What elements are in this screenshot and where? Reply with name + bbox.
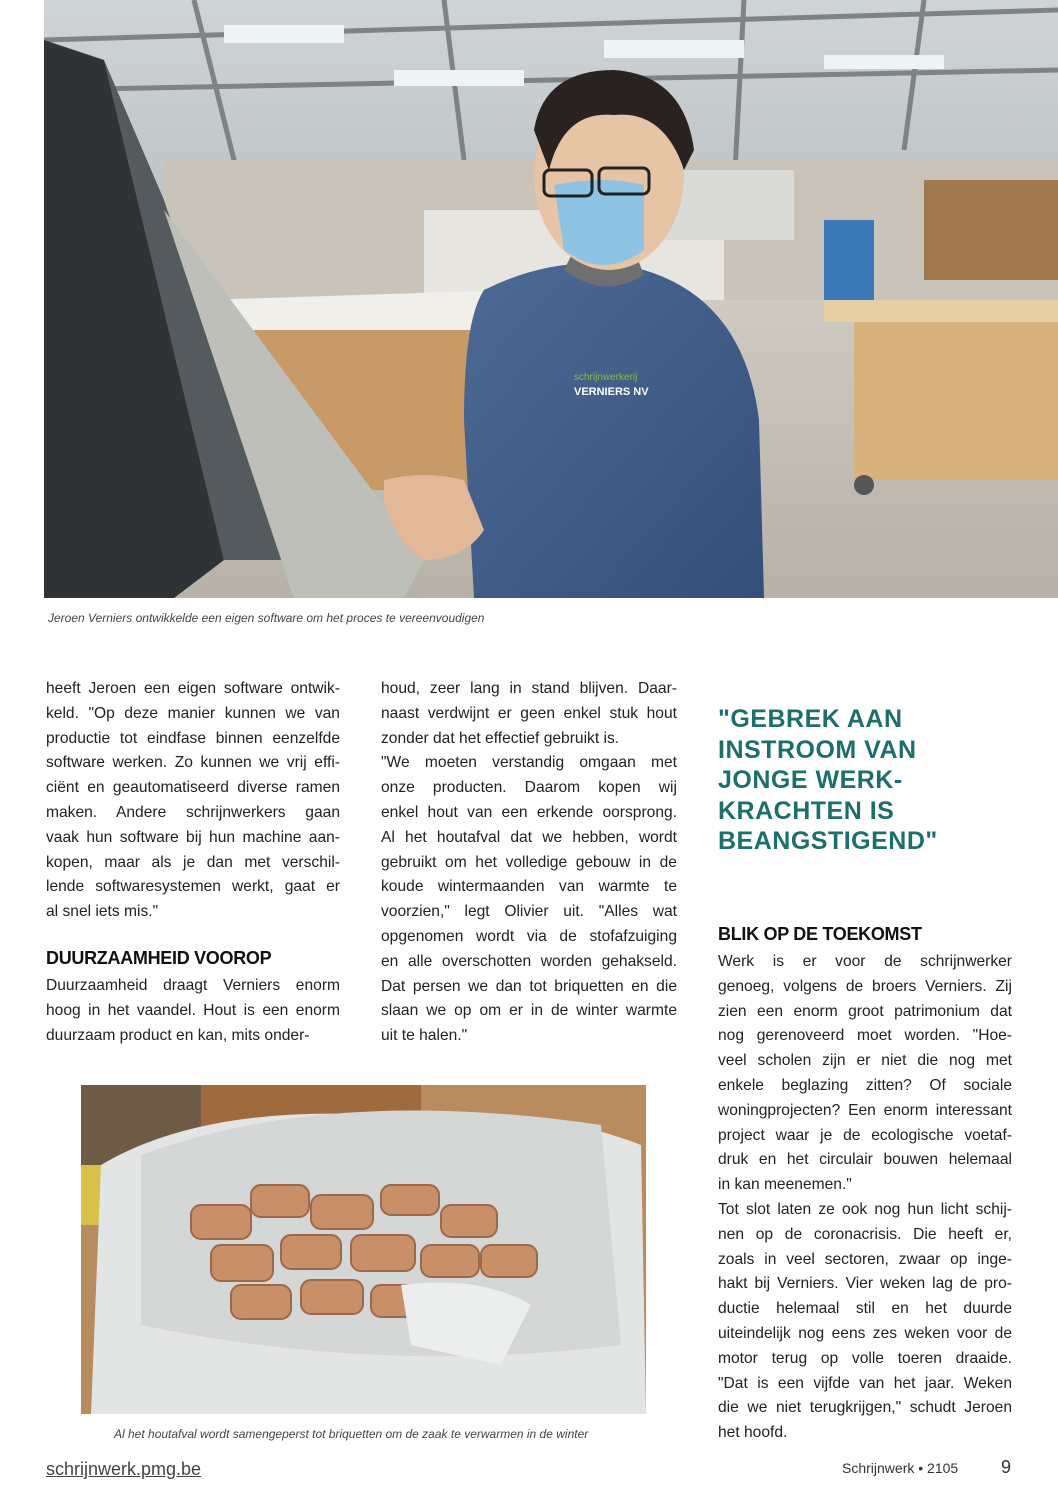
text-line: slaan we op om er in de winter warmte (381, 1002, 677, 1020)
column-2-para-1 (381, 677, 677, 751)
text-line: uit te halen." (381, 1027, 468, 1045)
text-line: software werken. Zo kunnen we vrij effi- (46, 754, 340, 772)
text-line: project waar je de ecologische voetaf- (718, 1126, 1012, 1144)
text-line: koude wintermaanden van warmte te (381, 878, 677, 896)
text-line: "Dat is een vijfde van het jaar. Weken (718, 1374, 1012, 1392)
text-line: nen op de coronacrisis. Die heeft er, (718, 1225, 1012, 1243)
text-line: enkel hout van een erkende oorsprong. (381, 803, 677, 821)
text-line: Duurzaamheid draagt Verniers enorm (46, 977, 340, 994)
text-line: zoals in veel sectoren, zwaar op inge- (718, 1250, 1012, 1268)
briquettes-photo-icon (81, 1085, 646, 1414)
text-line: en alle overschotten worden gehakseld. (381, 952, 677, 970)
briquettes-photo (81, 1085, 646, 1414)
text-line: vaak hun software bij hun machine aan- (46, 828, 340, 846)
text-line: nog gerenoveerd moet worden. "Hoe- (718, 1027, 1012, 1045)
text-line: duurzaam product en kan, mits onder- (46, 1026, 310, 1044)
column-2-para-2 (381, 751, 677, 1049)
text-line: het hoofd. (718, 1424, 788, 1442)
text-line: Tot slot laten ze ook nog hun licht schij- (718, 1200, 1012, 1218)
pull-quote-line: BEANGSTIGEND" (718, 827, 938, 855)
svg-text:schrijnwerkerij: schrijnwerkerij (574, 372, 638, 383)
pull-quote-line: INSTROOM VAN (718, 735, 917, 764)
column-1 (46, 677, 340, 925)
text-line: genoeg, volgens de broers Verniers. Zij (718, 977, 1012, 995)
text-line: woningprojecten? Een enorm interessant (718, 1101, 1012, 1119)
column-2 (381, 677, 677, 1049)
text-line: zonder dat het effectief gebruikt is. (381, 729, 620, 747)
text-line: motor terug op volle toeren draaide. (718, 1349, 1012, 1367)
column-3 (718, 950, 1012, 1446)
text-line: Dat persen we dan tot briquetten en die (381, 977, 677, 995)
text-line: productie tot eindfase binnen eenzelfde (46, 729, 340, 747)
text-line: "We moeten verstandig omgaan met (381, 754, 677, 772)
text-line: enkele beglazing zitten? Of sociale (718, 1076, 1012, 1094)
website-link[interactable]: schrijnwerk.pmg.be (46, 1459, 202, 1479)
text-line: druk en het circulair bouwen helemaal (718, 1151, 1012, 1169)
text-line: Werk is er voor de schrijnwerker (718, 953, 1012, 970)
text-line: houd, zeer lang in stand blijven. Daar- (381, 680, 677, 697)
text-line: zien een enorm groot patrimonium dat (718, 1002, 1012, 1020)
text-line: in kan meenemen." (718, 1176, 852, 1194)
text-line: kopen, maar als je dan met verschil- (46, 853, 340, 871)
text-line: die we niet terugkrijgen," schudt Jeroen (718, 1399, 1012, 1417)
column-3-para-1 (718, 950, 1012, 1198)
svg-text:VERNIERS NV: VERNIERS NV (574, 386, 649, 398)
column-1-para-2 (46, 974, 340, 1048)
text-line: ciënt en geautomatiseerd diverse ramen (46, 779, 340, 797)
text-line: ductie helemaal stil en het duurde (718, 1300, 1012, 1318)
text-line: onze producten. Daarom kopen wij (381, 779, 677, 797)
text-line: gebruikt om het volledige gebouw in de (381, 853, 677, 871)
section-heading-toekomst: BLIK OP DE TOEKOMST (718, 924, 922, 944)
column-1-para-2-block (46, 974, 340, 1048)
text-line: naast verdwijnt er geen enkel stuk hout (381, 704, 677, 722)
text-line: lende softwaresystemen werkt, gaat er (46, 878, 340, 896)
page-number: 9 (1001, 1457, 1012, 1477)
caption-top: Jeroen Verniers ontwikkelde een eigen software om het proces te vereenvoudigen (48, 611, 485, 625)
workshop-photo-icon (44, 0, 1058, 598)
pull-quote-line: KRACHTEN IS (718, 796, 895, 825)
pull-quote (718, 704, 1018, 857)
caption-bottom: Al het houtafval wordt samengeperst tot briquetten om de zaak te verwarmen in de winter (114, 1427, 589, 1441)
text-line: heeft Jeroen een eigen software ontwik- (46, 680, 340, 697)
text-line: uiteindelijk nog eens zes weken voor de (718, 1324, 1012, 1342)
text-line: maken. Andere schrijnwerkers gaan (46, 803, 340, 821)
column-1-para-1 (46, 677, 340, 925)
pull-quote-line: JONGE WERK- (718, 766, 903, 794)
text-line: keld. "Op deze manier kunnen we van (46, 704, 340, 722)
text-line: hoog in het vaandel. Hout is een enorm (46, 1001, 340, 1019)
pull-quote-line: "GEBREK AAN (718, 705, 903, 733)
text-line: Al het houtafval dat we hebben, wordt (381, 828, 677, 846)
text-line: veel scholen zijn er niet die nog met (718, 1052, 1012, 1070)
text-line: al snel iets mis." (46, 903, 159, 921)
text-line: opgenomen wordt via de stofafzuiging (381, 927, 677, 945)
workshop-photo (44, 0, 1058, 598)
magazine-issue: Schrijnwerk • 2105 (842, 1460, 959, 1476)
column-3-para-2 (718, 1198, 1012, 1446)
text-line: hakt bij Verniers. Vier weken lag de pro- (718, 1275, 1012, 1293)
section-heading-duurzaamheid: DUURZAAMHEID VOOROP (46, 948, 272, 968)
text-line: voorzien," legt Olivier uit. "Alles wat (381, 903, 677, 921)
